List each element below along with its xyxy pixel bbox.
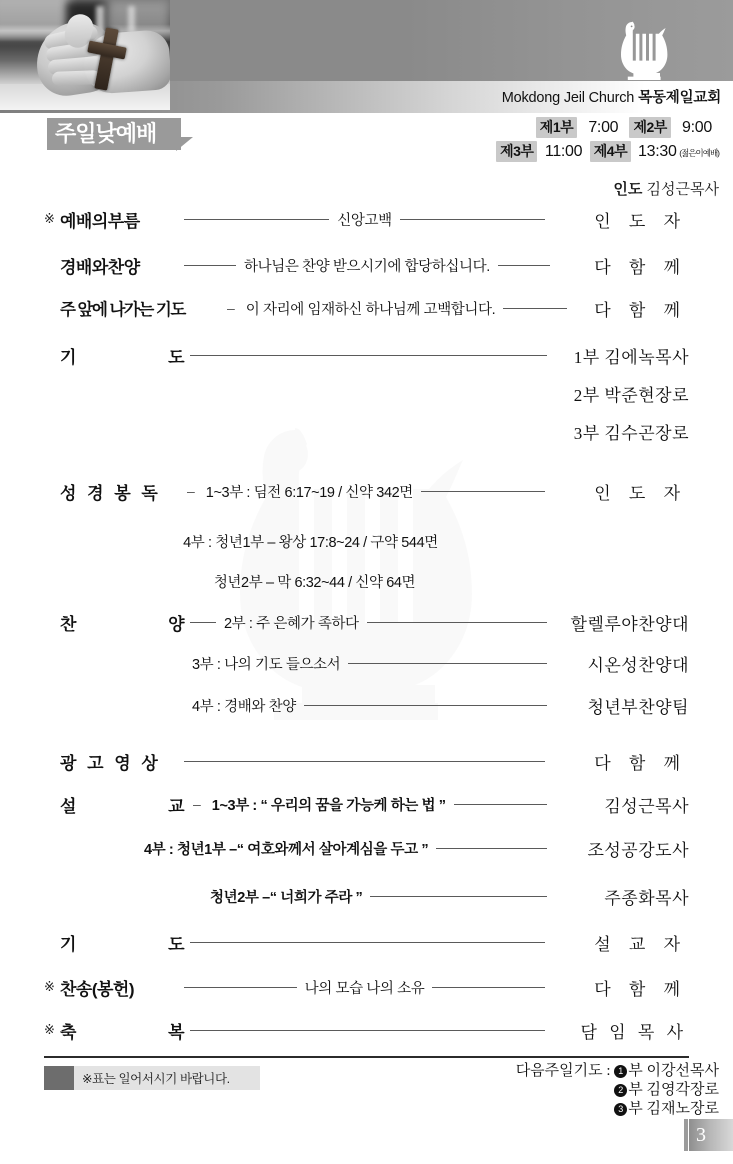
service-chip-3: 제3부 — [496, 141, 537, 162]
order-label-1: 예배의부름 — [60, 211, 140, 231]
rule-choir-2 — [348, 663, 547, 664]
dash-5: – — [187, 483, 195, 499]
order-subrow-sermon-2-center: 4부 : 청년1부 –“ 여호와께서 살아계심을 두고 ” — [144, 841, 429, 858]
rule-right-5 — [421, 491, 545, 492]
order-subrow-sermon-2 — [44, 835, 689, 861]
order-label-6: 찬 양 — [60, 614, 184, 634]
service-time-2: 9:00 — [682, 119, 712, 136]
rule-left-10 — [184, 987, 297, 988]
order-center-3: 이 자리에 임재하신 하나님께 고백합니다. — [245, 301, 496, 318]
service-time-3: 11:00 — [544, 143, 583, 160]
rule-choir-3 — [304, 705, 547, 706]
service-time-4-note: (젊은이예배) — [679, 148, 719, 158]
order-right-10: 다 함 께 — [594, 979, 687, 999]
order-label-5: 성 경 봉 독 — [60, 483, 161, 503]
note-swatch-icon — [44, 1066, 74, 1090]
order-right-6: 할렐루야찬양대 — [570, 614, 689, 634]
order-row-benediction — [44, 1017, 689, 1043]
order-row-opening-prayer — [44, 295, 689, 321]
order-right-2: 다 함 께 — [594, 257, 687, 277]
service-time-4: 13:30 — [638, 143, 677, 160]
order-subrow-scripture-3-text: 청년2부 – 막 6:32~44 / 신약 64면 — [213, 574, 416, 591]
rule-11 — [190, 1030, 545, 1031]
order-center-2: 하나님은 찬양 받으시기에 합당하십니다. — [244, 258, 490, 275]
order-subrow-prayer-3-text: 3부 김수곤장로 — [573, 423, 689, 443]
order-subrow-sermon-3-center: 청년2부 –“ 너희가 주라 ” — [210, 889, 363, 906]
next-prayer-line-2 — [516, 1081, 719, 1100]
order-right-8: 김성근목사 — [604, 796, 689, 816]
order-right-9: 설 교 자 — [594, 934, 687, 954]
order-row-prayer — [44, 342, 689, 368]
order-label-9: 기 도 — [60, 934, 184, 954]
next-prayer-name-3: 부 김재노장로 — [628, 1101, 719, 1117]
order-subrow-prayer-2-text: 2부 박준현장로 — [573, 385, 689, 405]
rule-left-2 — [184, 265, 236, 266]
order-right-3: 다 함 께 — [594, 300, 687, 320]
service-chip-1: 제1부 — [536, 117, 577, 138]
order-subrow-prayer-3 — [44, 418, 689, 444]
service-chip-4: 제4부 — [590, 141, 631, 162]
order-row-announcement-video — [44, 748, 689, 774]
order-row-offering-hymn — [44, 974, 689, 1000]
rule-right-6 — [367, 622, 547, 623]
order-center-8: 1~3부 : “ 우리의 꿈을 가능케 하는 법 ” — [211, 797, 446, 814]
order-subrow-choir-2-center: 3부 : 나의 기도 들으소서 — [192, 656, 341, 673]
order-center-5: 1~3부 : 딤전 6:17~19 / 신약 342면 — [205, 484, 413, 501]
order-subrow-scripture-2 — [44, 528, 689, 554]
dash-8: – — [193, 796, 201, 812]
order-subrow-choir-2 — [44, 650, 689, 676]
order-label-4: 기 도 — [60, 343, 190, 368]
service-title: 주일낮예배 — [55, 121, 157, 146]
order-label-10: 찬송(봉헌) — [60, 979, 135, 999]
rule-right-10 — [432, 987, 545, 988]
rule-left-1 — [184, 219, 329, 220]
next-prayer-name-1: 부 이강선목사 — [628, 1063, 719, 1079]
order-subrow-sermon-3-right: 주종화목사 — [604, 888, 689, 908]
page-number-badge — [689, 1119, 733, 1151]
rule-4 — [190, 355, 547, 356]
page-number-tick-icon — [684, 1119, 688, 1151]
order-row-choir — [44, 609, 689, 635]
rule-left-6 — [190, 622, 216, 623]
order-right-7: 다 함 께 — [594, 753, 687, 773]
order-label-7: 광 고 영 상 — [60, 753, 161, 773]
service-chip-2: 제2부 — [629, 117, 670, 138]
rule-right-1 — [400, 219, 545, 220]
order-right-4: 1부 김에녹목사 — [573, 347, 689, 367]
standing-note-text: ※표는 일어서시기 바랍니다. — [82, 1072, 230, 1086]
standing-mark-11: ※ — [44, 1022, 55, 1037]
order-subrow-prayer-2 — [44, 380, 689, 406]
num-badge-3: 3 — [614, 1103, 627, 1116]
next-prayer-line-3 — [516, 1100, 719, 1119]
dash-3: – — [227, 300, 235, 316]
rule-sermon-2 — [436, 848, 547, 849]
rule-sermon-3 — [370, 896, 547, 897]
order-label-8: 설 교 — [60, 796, 184, 816]
order-row-worship-praise — [44, 252, 689, 278]
order-row-sermon — [44, 791, 689, 817]
order-row-sermon-prayer — [44, 929, 689, 955]
order-subrow-scripture-3 — [44, 568, 689, 594]
order-subrow-sermon-3 — [44, 883, 689, 909]
service-leader-name: 김성근목사 — [646, 181, 719, 198]
brand-name-en: Mokdong Jeil Church — [501, 90, 635, 106]
order-center-6: 2부 : 주 은혜가 족하다 — [224, 615, 359, 632]
order-center-10: 나의 모습 나의 소유 — [304, 980, 425, 997]
order-right-5: 인 도 자 — [594, 483, 687, 503]
order-right-1: 인 도 자 — [594, 211, 687, 231]
order-subrow-sermon-2-right: 조성공강도사 — [587, 840, 689, 860]
footer-divider — [44, 1056, 689, 1058]
order-subrow-choir-2-right: 시온성찬양대 — [587, 655, 689, 675]
order-label-4-text: 기 — [60, 347, 76, 367]
order-right-11: 담 임 목 사 — [580, 1022, 687, 1042]
next-week-prayer — [516, 1062, 719, 1119]
order-subrow-choir-3 — [44, 692, 689, 718]
order-subrow-choir-3-right: 청년부찬양팀 — [587, 697, 689, 717]
order-label-2: 경배와찬양 — [60, 257, 140, 277]
order-row-scripture — [44, 478, 689, 504]
order-label-3: 주 앞에 나가는 기도 — [60, 301, 185, 319]
rule-right-8 — [454, 804, 547, 805]
order-label-11: 축 복 — [60, 1022, 184, 1042]
service-leader-label: 인도 — [613, 181, 643, 198]
standing-note-box — [44, 1066, 260, 1090]
num-badge-2: 2 — [614, 1084, 627, 1097]
next-prayer-name-2: 부 김영각장로 — [628, 1082, 719, 1098]
rule-right-2 — [498, 265, 550, 266]
order-subrow-choir-3-center: 4부 : 경배와 찬양 — [192, 698, 296, 715]
rule-9 — [190, 942, 545, 943]
next-prayer-line-1 — [516, 1062, 719, 1081]
order-row-call-to-worship — [44, 206, 689, 232]
rule-right-3 — [503, 308, 567, 309]
standing-mark-10: ※ — [44, 979, 55, 994]
standing-mark-1: ※ — [44, 211, 55, 226]
page-number: 3 — [696, 1124, 706, 1146]
brand-name-kr: 목동제일교회 — [638, 90, 721, 106]
num-badge-1: 1 — [614, 1065, 627, 1078]
rule-7 — [184, 761, 545, 762]
service-time-1: 7:00 — [588, 119, 619, 136]
order-center-1: 신앙고백 — [337, 212, 392, 229]
next-prayer-label: 다음주일기도 : — [515, 1063, 611, 1079]
order-subrow-scripture-2-text: 4부 : 청년1부 – 왕상 17:8~24 / 구약 544면 — [183, 534, 438, 551]
